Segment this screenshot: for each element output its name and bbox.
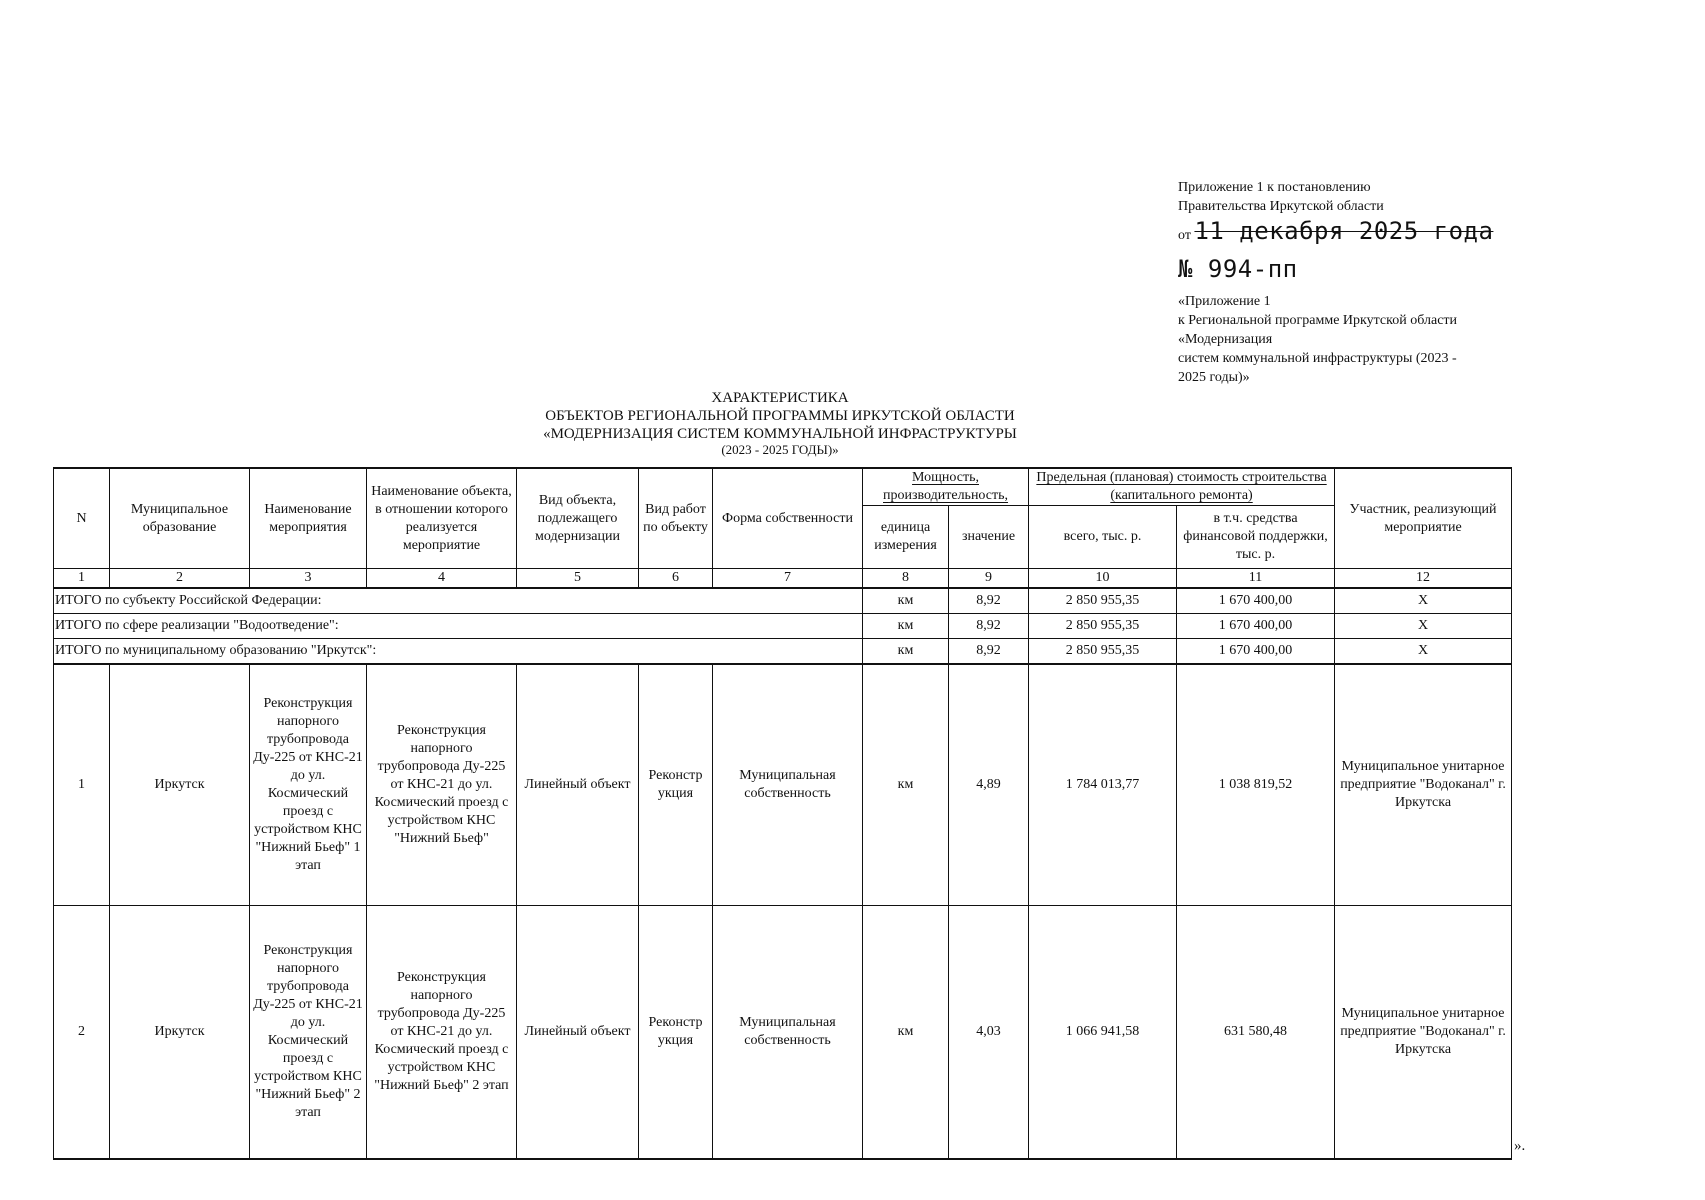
total-label: ИТОГО по муниципальному образованию "Иркутск": [54,639,863,665]
header-n: N [54,468,110,569]
total-cost: 2 850 955,35 [1029,588,1177,614]
header-capacity-label: Мощность, производительность, [883,470,1009,503]
total-value: 8,92 [949,614,1029,639]
header-ownership: Форма собственности [713,468,863,569]
total-cost: 2 850 955,35 [1029,639,1177,665]
header-capacity [863,468,1029,506]
row-work-type: Реконстр укция [639,664,713,906]
column-number: 12 [1335,569,1512,589]
row-number: 2 [54,906,110,1160]
table-row [54,664,1512,906]
total-value: 8,92 [949,639,1029,665]
row-participant: Муниципальное унитарное предприятие "Водоканал" г. Иркутска [1335,664,1512,906]
row-ownership: Муниципальная собственность [713,664,863,906]
appendix-line-5: 2025 годы)» [1178,370,1250,385]
row-object-type: Линейный объект [517,664,639,906]
document-title [480,389,1080,457]
table-row [54,906,1512,1160]
total-value: 8,92 [949,588,1029,614]
column-number: 7 [713,569,863,589]
total-row-municipality [54,639,1512,665]
appendix-line-3: «Модернизация [1178,332,1273,347]
total-support: 1 670 400,00 [1177,614,1335,639]
total-unit: км [863,588,949,614]
total-support: 1 670 400,00 [1177,639,1335,665]
total-label: ИТОГО по сфере реализации "Водоотведение": [54,614,863,639]
header-work-type: Вид работ по объекту [639,468,713,569]
header-value: значение [949,506,1029,569]
row-work-type: Реконстр укция [639,906,713,1160]
closing-quote-mark: ». [1514,1138,1526,1154]
column-number: 9 [949,569,1029,589]
total-unit: км [863,614,949,639]
resolution-date: 11 декабря 2025 года [1194,217,1494,245]
appendix-line-2: к Региональной программе Иркутской области [1178,313,1458,328]
total-label: ИТОГО по субъекту Российской Федерации: [54,588,863,614]
date-prefix: от [1178,228,1191,243]
header-cost-label: Предельная (плановая) стоимость строительства (капитального ремонта) [1036,470,1327,503]
objects-table [53,467,1512,1160]
header-municipality: Муниципальное образование [110,468,250,569]
title-line-1: ХАРАКТЕРИСТИКА [711,390,849,406]
resolution-number: № 994-пп [1178,255,1298,283]
total-participant: Х [1335,588,1512,614]
row-measure: Реконструкция напорного трубопровода Ду-225 от КНС-21 до ул. Космический проезд с устройством КНС "Нижний Бьеф" 2 этап [250,906,367,1160]
row-cost-total: 1 066 941,58 [1029,906,1177,1160]
column-number: 8 [863,569,949,589]
row-cost-support: 631 580,48 [1177,906,1335,1160]
row-number: 1 [54,664,110,906]
column-number: 5 [517,569,639,589]
title-line-3: «МОДЕРНИЗАЦИЯ СИСТЕМ КОММУНАЛЬНОЙ ИНФРАСТРУКТУРЫ [543,426,1017,442]
approval-header [1178,178,1518,387]
row-object-type: Линейный объект [517,906,639,1160]
header-object-type: Вид объекта, подлежащего модернизации [517,468,639,569]
appendix-reference [1178,292,1518,387]
row-measure: Реконструкция напорного трубопровода Ду-225 от КНС-21 до ул. Космический проезд с устройством КНС "Нижний Бьеф" 1 этап [250,664,367,906]
column-number: 1 [54,569,110,589]
column-number: 6 [639,569,713,589]
header-cost-support: в т.ч. средства финансовой поддержки, тыс. р. [1177,506,1335,569]
header-participant: Участник, реализующий мероприятие [1335,468,1512,569]
total-row-sphere [54,614,1512,639]
appendix-line-4: систем коммунальной инфраструктуры (2023 - [1178,351,1457,366]
total-cost: 2 850 955,35 [1029,614,1177,639]
header-measure: Наименование мероприятия [250,468,367,569]
row-unit: км [863,906,949,1160]
appendix-line-1: «Приложение 1 [1178,294,1271,309]
row-object-name: Реконструкция напорного трубопровода Ду-225 от КНС-21 до ул. Космический проезд с устройством КНС "Нижний Бьеф" 2 этап [367,906,517,1160]
row-value: 4,89 [949,664,1029,906]
row-unit: км [863,664,949,906]
total-row-subject [54,588,1512,614]
header-cost [1029,468,1335,506]
header-cost-total: всего, тыс. р. [1029,506,1177,569]
column-number: 4 [367,569,517,589]
row-value: 4,03 [949,906,1029,1160]
column-number: 11 [1177,569,1335,589]
total-unit: км [863,639,949,665]
row-object-name: Реконструкция напорного трубопровода Ду-225 от КНС-21 до ул. Космический проезд с устройством КНС "Нижний Бьеф" [367,664,517,906]
row-participant: Муниципальное унитарное предприятие "Водоканал" г. Иркутска [1335,906,1512,1160]
column-number: 10 [1029,569,1177,589]
column-number-row [54,569,1512,589]
row-municipality: Иркутск [110,664,250,906]
row-municipality: Иркутск [110,906,250,1160]
column-number: 3 [250,569,367,589]
resolution-date-line [1178,217,1518,250]
total-participant: Х [1335,639,1512,665]
total-support: 1 670 400,00 [1177,588,1335,614]
title-line-4: (2023 - 2025 ГОДЫ)» [721,442,839,457]
row-cost-total: 1 784 013,77 [1029,664,1177,906]
column-number: 2 [110,569,250,589]
header-object-name: Наименование объекта, в отношении которого реализуется мероприятие [367,468,517,569]
header-unit: единица измерения [863,506,949,569]
title-line-2: ОБЪЕКТОВ РЕГИОНАЛЬНОЙ ПРОГРАММЫ ИРКУТСКОЙ ОБЛАСТИ [545,408,1015,424]
total-participant: Х [1335,614,1512,639]
header-line-2: Правительства Иркутской области [1178,199,1384,214]
row-ownership: Муниципальная собственность [713,906,863,1160]
header-line-1: Приложение 1 к постановлению [1178,180,1371,195]
row-cost-support: 1 038 819,52 [1177,664,1335,906]
